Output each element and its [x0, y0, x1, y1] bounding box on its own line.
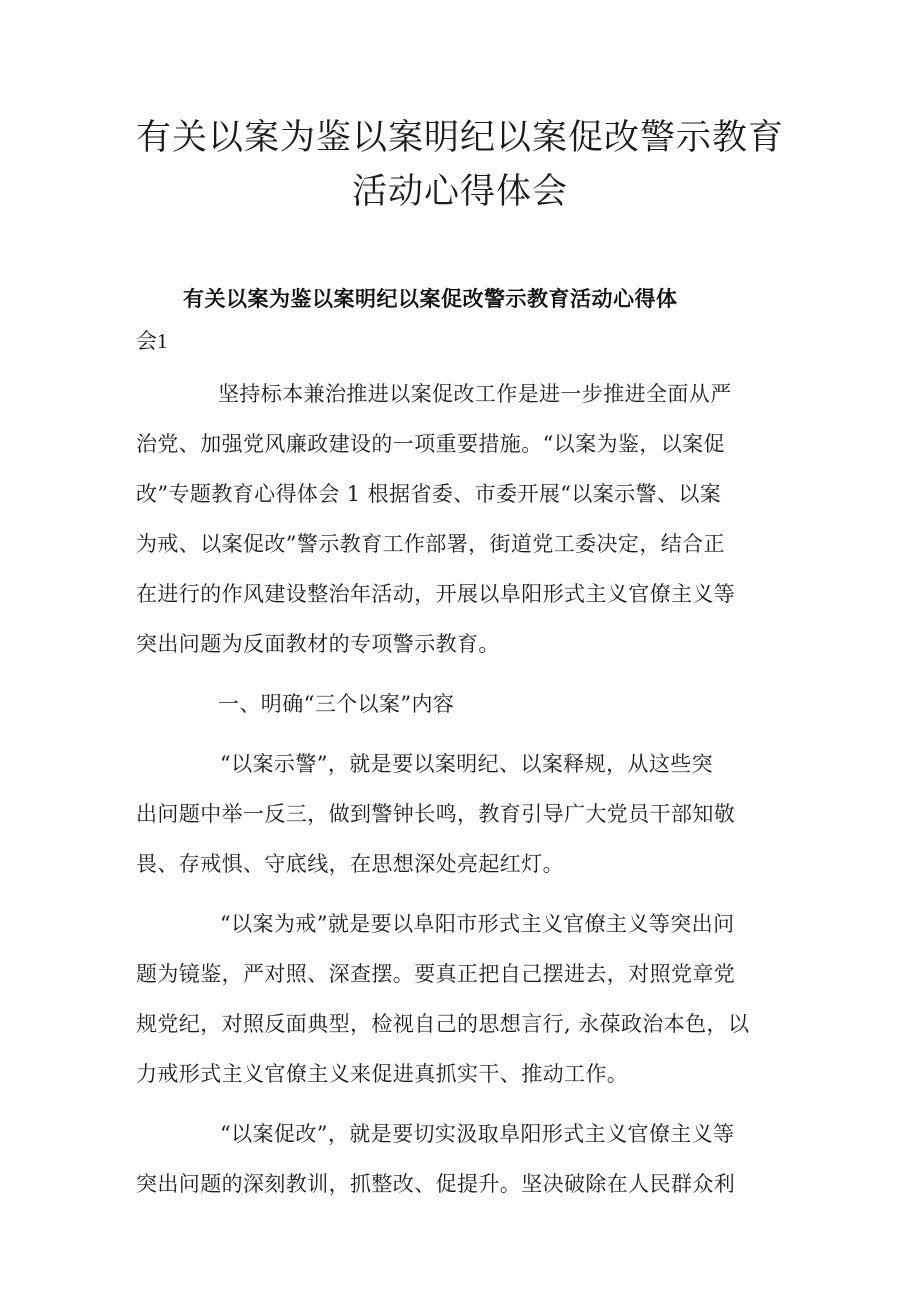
body-line: 力戒形式主义官僚主义来促进真抓实干、推动工作。	[136, 1062, 629, 1086]
section-subheading: 一、明确“三个以案”内容	[218, 692, 455, 716]
body-line: 为戒、以案促改”警示教育工作部署，街道党工委决定，结合正	[136, 532, 725, 556]
body-line: 出问题中举一反三，做到警钟长鸣，教育引导广大党员干部知敬	[136, 802, 736, 826]
body-line: 坚持标本兼治推进以案促改工作是进一步推进全面从严	[218, 382, 732, 406]
body-line: 畏、存戒惧、守底线，在思想深处亮起红灯。	[136, 852, 564, 876]
body-line: “以案为戒”就是要以阜阳市形式主义官僚主义等突出问	[220, 912, 735, 936]
document-title-line-1: 有关以案为鉴以案明纪以案促改警示教育	[135, 118, 784, 158]
body-line: 在进行的作风建设整治年活动，开展以阜阳形式主义官僚主义等	[136, 582, 736, 606]
section-heading-text: 会	[136, 329, 157, 353]
body-line: 治党、加强党风廉政建设的一项重要措施。“以案为鉴，以案促	[136, 432, 725, 456]
section-heading-number: 1	[157, 329, 168, 353]
body-line: “以案促改”，就是要切实汲取阜阳形式主义官僚主义等	[220, 1122, 735, 1146]
body-line: 规党纪，对照反面典型，检视自己的思想言行, 永葆政治本色，以	[136, 1012, 750, 1036]
body-line: 突出问题的深刻教训，抓整改、促提升。坚决破除在人民群众利	[136, 1172, 736, 1196]
body-line: “以案示警”，就是要以案明纪、以案释规，从这些突	[220, 752, 714, 776]
body-line: 突出问题为反面教材的专项警示教育。	[136, 632, 500, 656]
body-line: 题为镜鉴，严对照、深查摆。要真正把自己摆进去，对照党章党	[136, 962, 736, 986]
section-heading-line-1: 有关以案为鉴以案明纪以案促改警示教育活动心得体	[183, 287, 678, 311]
section-heading-line-2	[136, 325, 168, 355]
document-title-line-2: 活动心得体会	[351, 172, 568, 212]
body-line: 改”专题教育心得体会 1 根据省委、市委开展“以案示警、以案	[136, 482, 722, 506]
